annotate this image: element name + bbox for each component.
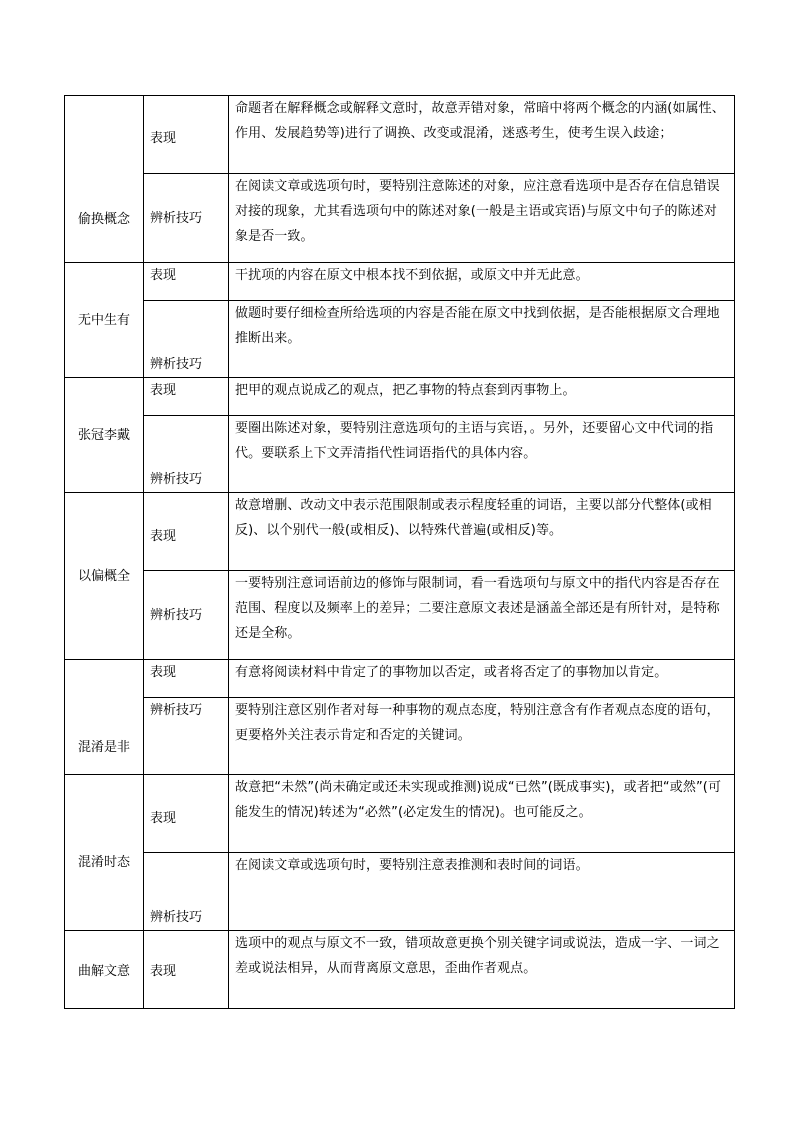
category-cell: 无中生有 [65, 263, 144, 378]
description-cell: 命题者在解释概念或解释文意时，故意弄错对象，常暗中将两个概念的内涵(如属性、作用、发展趋势等)进行了调换、改变或混淆，迷惑考生，使考生误入歧途； [229, 96, 735, 174]
table-row [65, 698, 735, 775]
description-cell: 在阅读文章或选项句时，要特别注意陈述的对象，应注意看选项中是否存在信息错误对接的现象，尤其看选项句中的陈述对象(一般是主语或宾语)与原文中句子的陈述对象是否一致。 [229, 174, 735, 263]
table-row [65, 301, 735, 378]
category-cell: 偷换概念 [65, 96, 144, 263]
category-cell: 混淆是非 [65, 660, 144, 775]
kind-cell: 辨析技巧 [144, 853, 229, 931]
description-cell: 一要特别注意词语前边的修饰与限制词，看一看选项句与原文中的指代内容是否存在范围、程度以及频率上的差异；二要注意原文表述是涵盖全部还是有所针对，是特称还是全称。 [229, 571, 735, 660]
description-cell: 干扰项的内容在原文中根本找不到依据，或原文中并无此意。 [229, 263, 735, 301]
table-row [65, 660, 735, 698]
table-row [65, 931, 735, 1009]
table-row [65, 263, 735, 301]
table-row [65, 174, 735, 263]
category-cell: 张冠李戴 [65, 378, 144, 493]
kind-cell: 辨析技巧 [144, 571, 229, 660]
table-row [65, 378, 735, 416]
description-cell: 选项中的观点与原文不一致，错项故意更换个别关键字词或说法，造成一字、一词之差或说法相异，从而背离原文意思，歪曲作者观点。 [229, 931, 735, 1009]
table-row [65, 571, 735, 660]
kind-cell: 辨析技巧 [144, 174, 229, 263]
description-cell: 要特别注意区别作者对每一种事物的观点态度，特别注意含有作者观点态度的语句，更要格外关注表示肯定和否定的关键词。 [229, 698, 735, 775]
description-cell: 故意把“未然”(尚未确定或还未实现或推测)说成“已然”(既成事实)，或者把“或然”(可能发生的情况)转述为“必然”(必定发生的情况)。也可能反之。 [229, 775, 735, 853]
kind-cell: 辨析技巧 [144, 416, 229, 493]
kind-cell: 表现 [144, 96, 229, 174]
category-cell: 混淆时态 [65, 775, 144, 931]
table-row [65, 853, 735, 931]
kind-cell: 辨析技巧 [144, 301, 229, 378]
error-types-table [64, 95, 735, 1009]
table-row [65, 96, 735, 174]
table-row [65, 775, 735, 853]
description-cell: 要圈出陈述对象，要特别注意选项句的主语与宾语，。另外，还要留心文中代词的指代。要联系上下文弄清指代性词语指代的具体内容。 [229, 416, 735, 493]
description-cell: 故意增删、改动文中表示范围限制或表示程度轻重的词语，主要以部分代整体(或相反)、以个别代一般(或相反)、以特殊代普遍(或相反)等。 [229, 493, 735, 571]
description-cell: 做题时要仔细检查所给选项的内容是否能在原文中找到依据，是否能根据原文合理地推断出来。 [229, 301, 735, 378]
description-cell: 有意将阅读材料中肯定了的事物加以否定，或者将否定了的事物加以肯定。 [229, 660, 735, 698]
table-row [65, 416, 735, 493]
description-cell: 把甲的观点说成乙的观点，把乙事物的特点套到丙事物上。 [229, 378, 735, 416]
kind-cell: 表现 [144, 931, 229, 1009]
kind-cell: 表现 [144, 775, 229, 853]
kind-cell: 表现 [144, 263, 229, 301]
table-row [65, 493, 735, 571]
kind-cell: 表现 [144, 660, 229, 698]
kind-cell: 表现 [144, 378, 229, 416]
category-cell: 曲解文意 [65, 931, 144, 1009]
category-cell: 以偏概全 [65, 493, 144, 660]
kind-cell: 辨析技巧 [144, 698, 229, 775]
kind-cell: 表现 [144, 493, 229, 571]
description-cell: 在阅读文章或选项句时，要特别注意表推测和表时间的词语。 [229, 853, 735, 931]
